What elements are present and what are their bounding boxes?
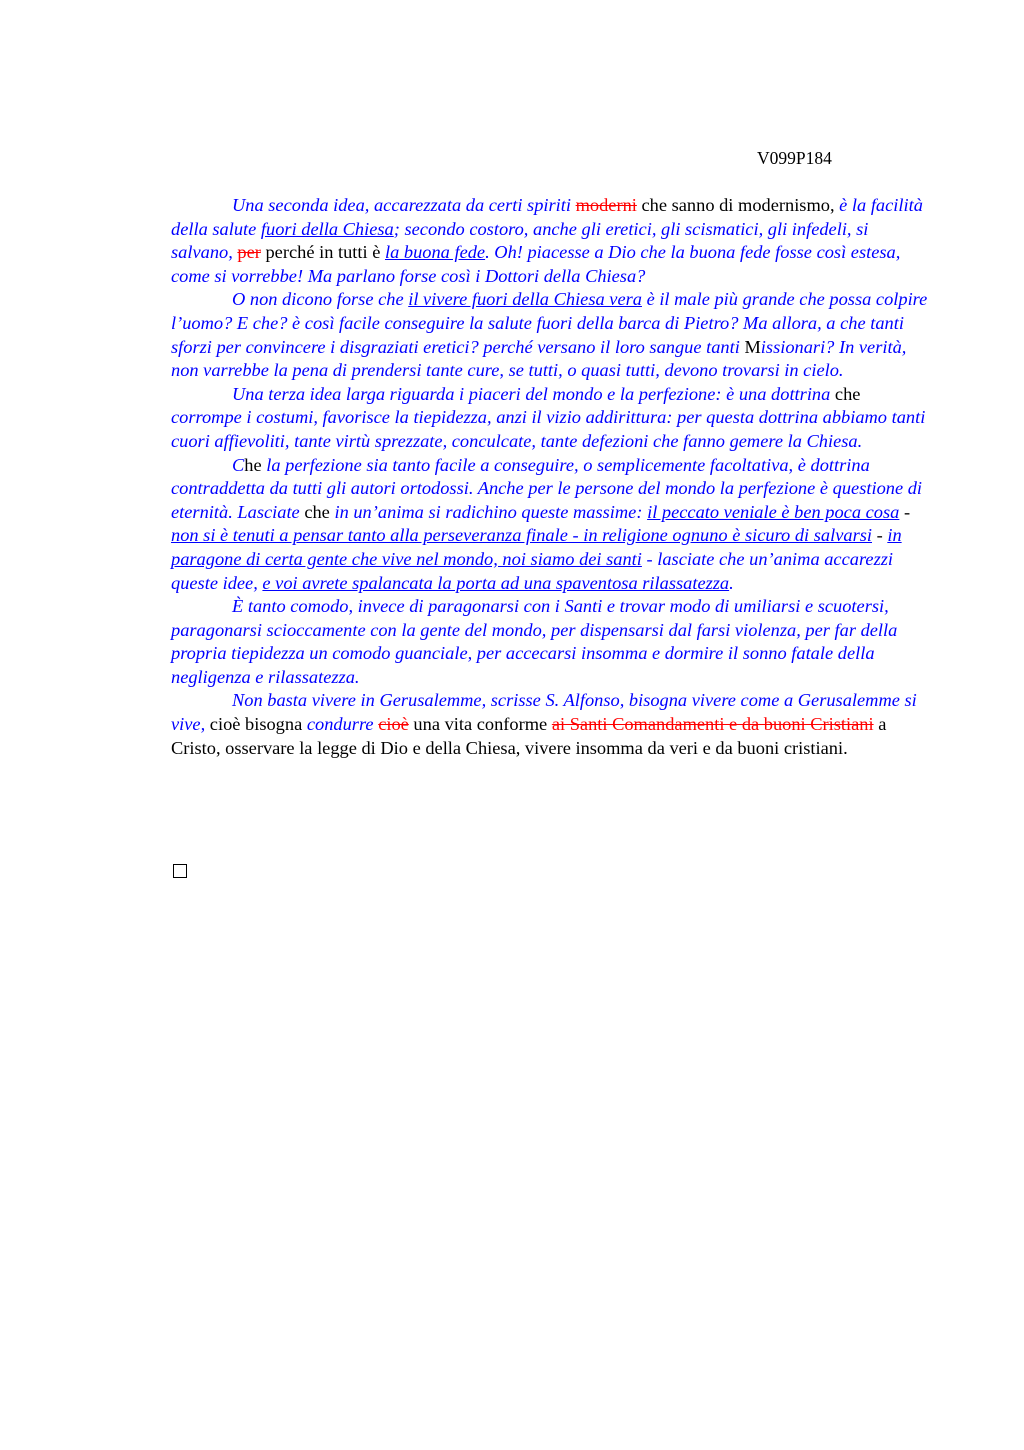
inserted-text: la perfezione sia tanto facile a conseguire, o semplicemente facoltativa, è dottrina contraddetta da tutti gli autori ortodossi. Anche per le persone del mondo la perfezione è questione di eternità. Lasciate	[171, 454, 923, 522]
inserted-text: ; secondo costoro, anche gli eretici, gli scismatici, gli infedeli, si salvano,	[171, 218, 869, 263]
underlined-text: fuori della Chiesa	[260, 218, 394, 239]
original-text: che	[304, 501, 330, 522]
original-text: che	[834, 383, 861, 404]
inserted-text: - lasciate che un’anima accarezzi queste idee,	[171, 548, 894, 593]
inserted-text: condurre	[306, 714, 379, 735]
original-text: -	[899, 501, 911, 522]
paragraph-4	[171, 454, 931, 596]
original-text: he	[244, 454, 262, 475]
inserted-text: è la facilità della salute	[171, 195, 923, 239]
underlined-text: il peccato veniale è ben poca cosa	[647, 501, 900, 522]
inserted-text: issionari? In verità, non varrebbe la pena di prendersi tante cure, se tutti, o quasi tutti, devono trovarsi in cielo.	[171, 336, 907, 381]
inserted-text: in un’anima si radichino queste massime:	[329, 501, 648, 522]
original-text: una vita conforme	[408, 714, 552, 735]
paragraph-2	[171, 288, 931, 382]
original-text: -	[872, 525, 888, 546]
inserted-text: . Oh! piacesse a Dio che la buona fede fosse così estesa, come si vorrebbe! Ma parlano forse così i Dottori della Chiesa?	[171, 242, 901, 286]
original-text: M	[744, 336, 761, 357]
inserted-text: Una terza idea larga riguarda i piaceri del mondo e la perfezione: è una dottrina	[232, 383, 835, 404]
underlined-text: la buona fede	[384, 242, 486, 263]
original-text: cioè bisogna	[209, 714, 307, 735]
end-of-text-box	[173, 864, 187, 878]
original-text: che sanno di modernismo,	[636, 195, 840, 215]
original-text: a Cristo, osservare la legge di Dio e della Chiesa, vivere insomma da veri e da buoni cristiani.	[171, 714, 887, 758]
underlined-text: non si è tenuti a pensar tanto alla perseveranza finale - in religione ognuno è sicuro di salvarsi	[171, 525, 872, 546]
underlined-text: il vivere fuori della Chiesa vera	[408, 289, 642, 310]
deleted-text: per	[237, 242, 261, 263]
deleted-text: moderni	[575, 195, 637, 215]
inserted-text: O non dicono forse che	[232, 289, 409, 310]
paragraph-6	[171, 689, 931, 760]
underlined-text: in paragone di certa gente che vive nel mondo, noi siamo dei santi	[171, 525, 902, 569]
page-identifier: V099P184	[757, 148, 832, 168]
inserted-text: C	[232, 454, 245, 475]
underlined-text: e voi avrete spalancata la porta ad una spaventosa rilassatezza	[262, 572, 730, 593]
deleted-text: ai Santi Comandamenti e da buoni Cristiani	[551, 714, 874, 735]
paragraph-5	[171, 595, 931, 689]
inserted-text: Non basta vivere in Gerusalemme, scrisse S. Alfonso, bisogna vivere come a Gerusalemme si vive,	[171, 690, 917, 735]
inserted-text: .	[729, 572, 734, 593]
inserted-text: corrompe i costumi, favorisce la tiepidezza, anzi il vizio addirittura: per questa dottrina abbiamo tanti cuori affievoliti, tante virtù sprezzate, conculcate, tante defezioni che fanno gemere la Chiesa.	[171, 407, 926, 451]
deleted-text: cioè	[378, 714, 409, 735]
inserted-text: Una seconda idea, accarezzata da certi spiriti	[232, 195, 576, 215]
original-text: perché in tutti è	[260, 242, 385, 263]
inserted-text: è il male più grande che possa colpire l’uomo? E che? è così facile conseguire la salute fuori della barca di Pietro? Ma allora, a che tanti sforzi per convincere i disgraziati eretici? perché versano il loro sangue tanti	[171, 289, 928, 357]
inserted-text: È tanto comodo, invece di paragonarsi con i Santi e trovar modo di umiliarsi e scuotersi, paragonarsi scioccamente con la gente del mondo, per dispensarsi dal farsi violenza, per far della propria tiepidezza un comodo guanciale, per accecarsi insomma e dormire il sonno fatale della negligenza e rilassatezza.	[171, 596, 898, 687]
paragraph-1	[171, 194, 931, 288]
paragraph-3	[171, 383, 931, 454]
document-body	[171, 194, 931, 760]
